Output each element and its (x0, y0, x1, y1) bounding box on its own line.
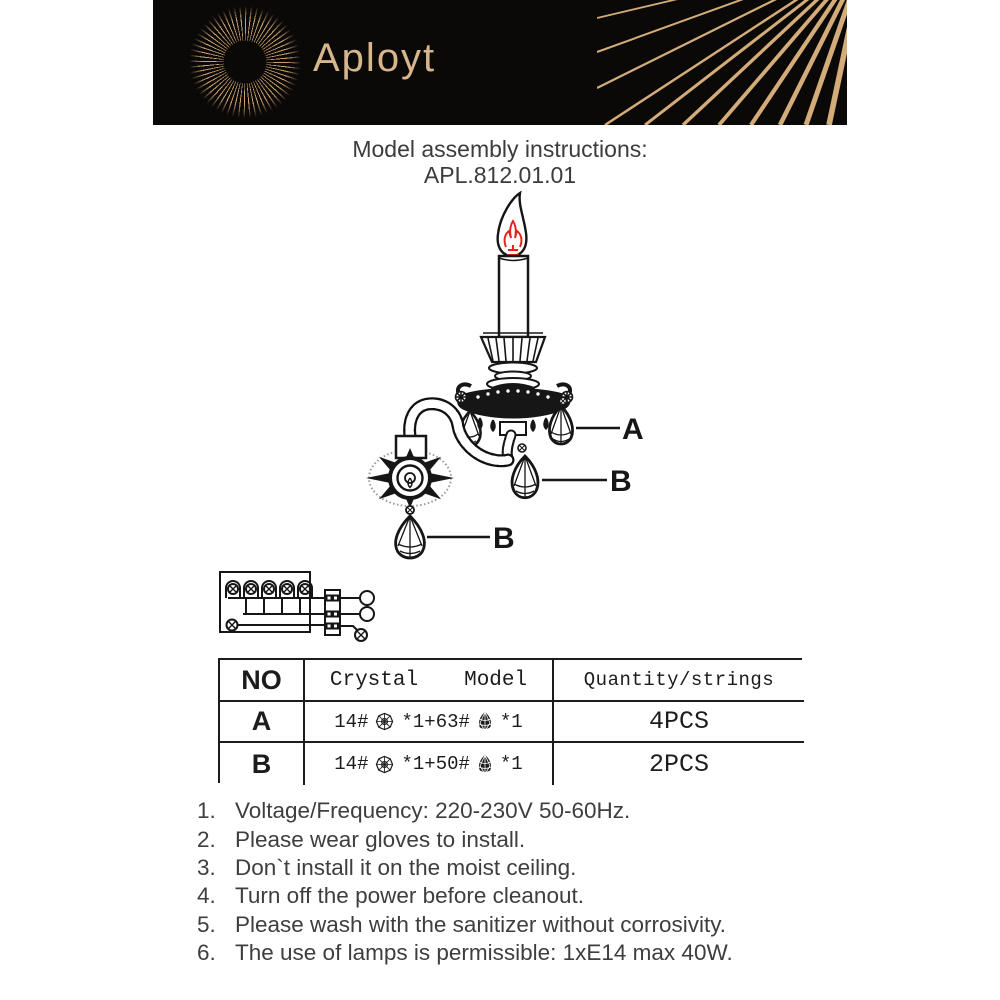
instruction-item (197, 939, 837, 967)
instruction-text: Don`t install it on the moist ceiling. (235, 854, 577, 880)
model-number: APL.812.01.01 (423, 162, 577, 188)
col-header-crystal-model (305, 660, 554, 702)
instruction-item (197, 797, 837, 825)
octagon-crystal-icon (375, 712, 394, 731)
row-b-crystal-model (305, 743, 554, 785)
wiring-diagram (215, 565, 390, 655)
instruction-item (197, 882, 837, 910)
crystal-pendant-b-bottom (396, 506, 425, 558)
row-b-qty: 2PCS (554, 743, 804, 785)
row-a-seg1: 14# (334, 710, 369, 733)
candle-body (499, 256, 528, 337)
col-header-quantity: Quantity/strings (554, 660, 804, 702)
instruction-item (197, 854, 837, 882)
instruction-number: 3. (197, 854, 216, 880)
instruction-text: Turn off the power before cleanout. (235, 883, 584, 909)
brand-name: Aployt (313, 36, 437, 80)
col-header-model: Model (464, 668, 528, 692)
title-block (0, 136, 1000, 188)
page-title: Model assembly instructions: (352, 136, 648, 162)
instruction-item (197, 911, 837, 939)
instruction-text: Please wear gloves to install. (235, 826, 526, 852)
row-a-seg3: *1 (499, 710, 523, 733)
instruction-item (197, 825, 837, 853)
candle-cup (481, 333, 545, 362)
instruction-number: 1. (197, 798, 216, 824)
instruction-text: Voltage/Frequency: 220-230V 50-60Hz. (235, 798, 631, 824)
label-a: A (622, 413, 644, 446)
row-b-seg1: 14# (334, 753, 369, 775)
col-header-no: NO (220, 660, 305, 702)
teardrop-crystal-icon (477, 711, 493, 732)
octagon-crystal-icon (375, 755, 394, 774)
row-b-seg2: *1+50# (401, 753, 470, 775)
row-a-seg2: *1+63# (401, 710, 470, 733)
wall-plate-star (366, 448, 454, 508)
row-a-crystal-model (305, 702, 554, 743)
instructions-list (197, 797, 837, 967)
row-b-no: B (220, 743, 305, 785)
parts-table (218, 658, 802, 783)
instruction-number: 4. (197, 883, 216, 909)
row-b-seg3: *1 (499, 753, 523, 775)
instruction-number: 5. (197, 911, 216, 937)
terminal-block (325, 590, 340, 635)
sunburst-logo-icon (185, 2, 305, 122)
crystal-pendant-b-mid (512, 444, 538, 498)
sconce-diagram (330, 190, 680, 565)
row-a-no: A (220, 702, 305, 743)
instruction-number: 2. (197, 826, 216, 852)
row-a-qty: 4PCS (554, 702, 804, 743)
instruction-number: 6. (197, 940, 216, 966)
corner-rays-icon (597, 0, 847, 125)
instruction-text: The use of lamps is permissible: 1xE14 max 40W. (235, 940, 733, 966)
header-banner (153, 0, 847, 125)
col-header-crystal: Crystal (329, 668, 419, 692)
label-b-mid: B (610, 465, 632, 498)
label-b-bottom: B (493, 522, 515, 555)
teardrop-crystal-icon (477, 754, 493, 775)
instruction-text: Please wash with the sanitizer without corrosivity. (235, 911, 727, 937)
